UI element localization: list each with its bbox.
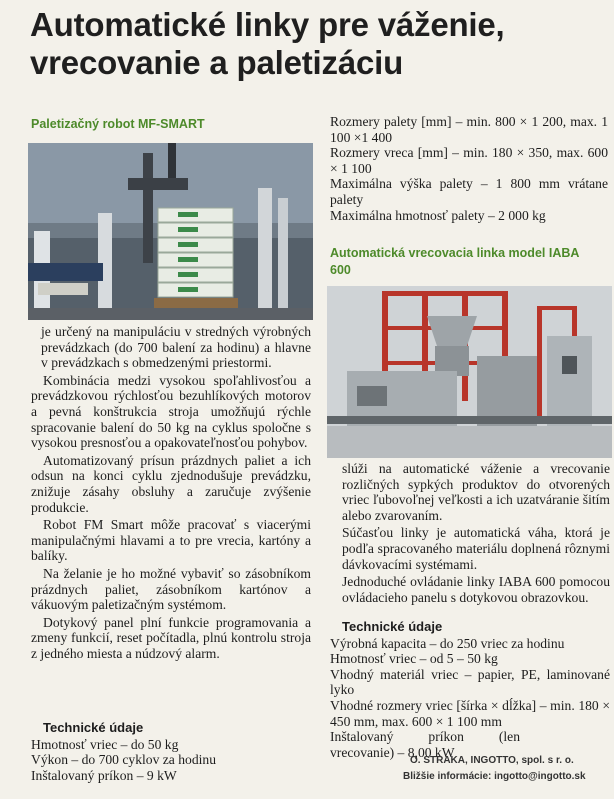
robot-paragraph: Automatizovaný prísun prázdnych paliet a ich odsun na konci cyklu zjednodušuje prevádzku, znižuje zásahy obsluhy a zaručuje zvýšenie produkcie.	[31, 452, 311, 515]
contact-info: Bližšie informácie: ingotto@ingotto.sk	[403, 771, 586, 782]
pallet-spec-item: Rozmery palety [mm] – min. 800 × 1 200, max. 1 100 ×1 400	[330, 114, 608, 145]
robot-paragraph: Robot FM Smart môže pracovať s viacerými manipulačnými hlavami a to pre vrecia, kartóny a balíky.	[31, 517, 311, 564]
bagging-specs-heading: Technické údaje	[342, 619, 443, 634]
robot-spec-item: Inštalovaný príkon – 9 kW	[31, 767, 177, 783]
bagging-spec-item: Inštalovaný príkon (len vrecovanie) – 8,00 kW	[330, 729, 520, 760]
bagging-paragraph: Jednoduché ovládanie linky IABA 600 pomocou ovládacieho panelu s dotykovou obrazovkou.	[342, 574, 610, 605]
robot-heading: Paletizačný robot MF-SMART	[31, 117, 205, 131]
robot-specs-heading: Technické údaje	[43, 720, 144, 735]
bagging-spec-item: Výrobná kapacita – do 250 vriec za hodinu	[330, 635, 565, 651]
robot-paragraph: Na želanie je ho možné vybaviť so zásobníkom prázdnych paliet, zásobníkom kartónov a vákuovým paletizačným systémom.	[31, 565, 311, 613]
robot-spec-item: Hmotnosť vriec – do 50 kg	[31, 736, 179, 752]
robot-paragraph: Kombinácia medzi vysokou spoľahlivosťou a prevádzkovou rýchlosťou bezuhlíkových motorov a pevná konštrukcia stroja umožňujú rýchle spracovanie balení do 50 kg na cyklus spoločne s vysokou presnosťou a opakovateľnosťou pohybov.	[31, 372, 311, 451]
title-line-2: vrecovanie a paletizáciu	[30, 44, 404, 81]
pallet-spec-item: Rozmery vreca [mm] – min. 180 × 350, max. 600 × 1 100	[330, 145, 608, 176]
bagging-line-description	[342, 461, 610, 605]
pallet-specs	[330, 114, 608, 223]
palletizing-robot-photo	[28, 143, 313, 320]
bagging-spec-item: Vhodné rozmery vriec [šírka × dĺžka] – min. 180 × 450 mm, max. 600 × 1 100 mm	[330, 697, 610, 729]
bagging-paragraph: Súčasťou linky je automatická váha, ktorá je podľa spracovaného materiálu doplnená rôznymi dávkovacími systémami.	[342, 525, 610, 572]
bagging-line-heading: Automatická vrecovacia linka model IABA 600	[330, 246, 579, 277]
pallet-spec-item: Maximálna hmotnosť palety – 2 000 kg	[330, 207, 546, 223]
title-line-1: Automatické linky pre váženie,	[30, 6, 505, 43]
bagging-spec-item: Hmotnosť vriec – od 5 – 50 kg	[330, 651, 498, 667]
article-title	[30, 6, 610, 82]
robot-paragraph: je určený na manipuláciu v stredných výrobných prevádzkach (do 700 balení za hodinu) a hlavne v prevádzkach s obmedzenými priestormi.	[41, 324, 311, 371]
author-credit: O. STRAKA, INGOTTO, spol. s r. o.	[410, 755, 574, 766]
pallet-spec-item: Maximálna výška palety – 1 800 mm vrátane palety	[330, 176, 608, 207]
robot-paragraph: Dotykový panel plní funkcie programovania a zmeny funkcií, reset počítadla, plnú kontrolu stroja z jedného miesta a núdzový alarm.	[31, 614, 311, 661]
bagging-spec-item: Vhodný materiál vriec – papier, PE, laminované lyko	[330, 666, 610, 698]
robot-description	[31, 324, 311, 661]
robot-specs	[31, 718, 311, 783]
robot-spec-item: Výkon – do 700 cyklov za hodinu	[31, 752, 217, 768]
bagging-line-specs	[330, 617, 610, 760]
bagging-paragraph: slúži na automatické váženie a vrecovanie rozličných sypkých produktov do otvorených vriec ľubovoľnej veľkosti a ich uzatváranie šitím alebo zvarovaním.	[342, 461, 610, 523]
bagging-line-photo	[327, 286, 612, 458]
